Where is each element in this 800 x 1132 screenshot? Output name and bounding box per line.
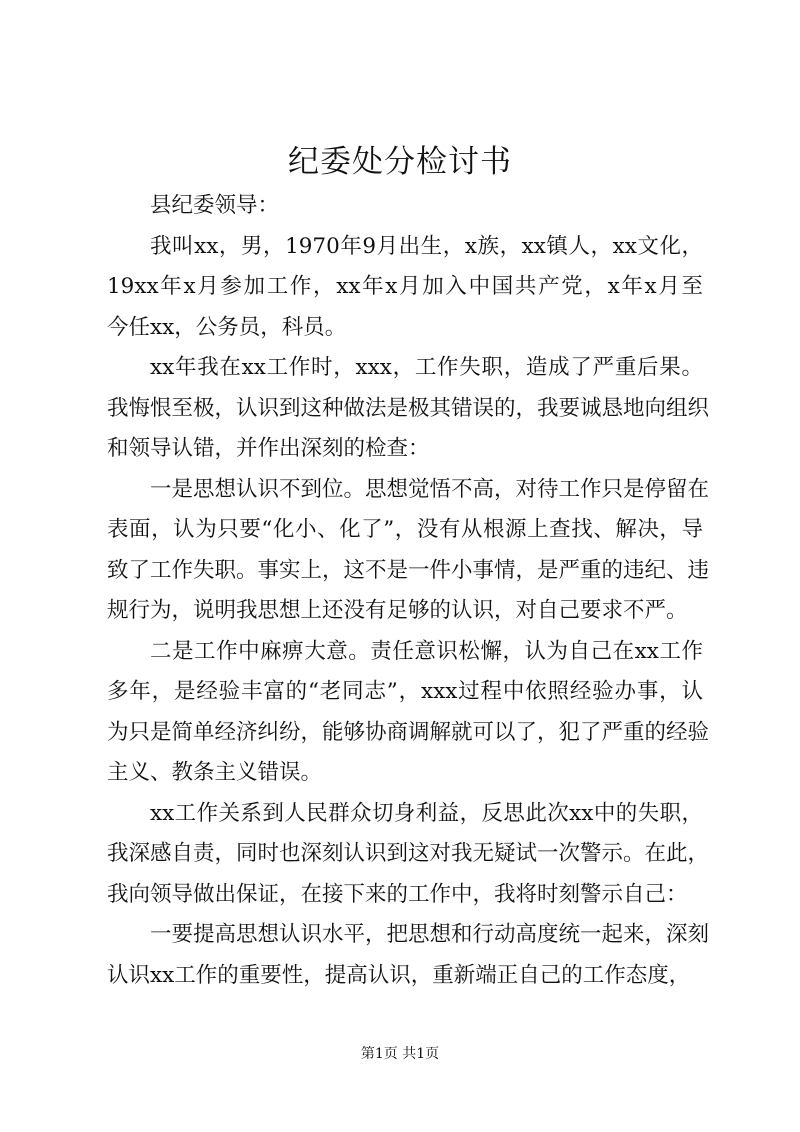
paragraph-line: 我深感自责，同时也深刻认识到这对我无疑试一次警示。在此， — [107, 841, 710, 866]
paragraph-line: 致了工作失职。事实上，这不是一件小事情，是严重的违纪、违 — [107, 557, 710, 583]
paragraph-line: xx工作关系到人民群众切身利益，反思此次xx中的失职， — [150, 800, 703, 826]
document-body — [107, 186, 710, 996]
paragraph-line: 19xx年x月参加工作，xx年x月加入中国共产党，x年x月至 — [107, 274, 703, 299]
paragraph-line: 表面，认为只要“化小、化了”，没有从根源上查找、解决，导 — [107, 517, 703, 542]
paragraph-line: 一是思想认识不到位。思想觉悟不高，对待工作只是停留在 — [150, 476, 710, 502]
paragraph-line: 我叫xx，男，1970年9月出生，x族，xx镇人，xx文化， — [150, 233, 703, 259]
paragraph-line: 认识xx工作的重要性，提高认识，重新端正自己的工作态度， — [107, 962, 691, 988]
paragraph-line: 和领导认错，并作出深刻的检查： — [107, 436, 430, 461]
paragraph-line: 规行为，说明我思想上还没有足够的认识，对自己要求不严。 — [107, 598, 688, 623]
page-number-footer: 第1页 共1页 — [360, 1046, 440, 1062]
paragraph-line: 今任xx，公务员，科员。 — [107, 314, 347, 340]
paragraph-line: xx年我在xx工作时，xxx，工作失职，造成了严重后果。 — [150, 355, 703, 380]
paragraph-line: 为只是简单经济纠纷，能够协商调解就可以了，犯了严重的经验 — [107, 719, 710, 745]
page-title: 纪委处分检讨书 — [288, 144, 512, 180]
salutation-line: 县纪委领导： — [150, 193, 280, 218]
paragraph-line: 一要提高思想认识水平，把思想和行动高度统一起来，深刻 — [150, 922, 710, 947]
paragraph-line: 主义、教条主义错误。 — [107, 760, 323, 785]
paragraph-line: 二是工作中麻痹大意。责任意识松懈，认为自己在xx工作 — [150, 638, 703, 664]
paragraph-line: 多年，是经验丰富的“老同志”，xxx过程中依照经验办事，认 — [107, 679, 703, 704]
paragraph-line: 我悔恨至极，认识到这种做法是极其错误的，我要诚恳地向组织 — [107, 395, 710, 421]
paragraph-line: 我向领导做出保证，在接下来的工作中，我将时刻警示自己： — [107, 881, 688, 907]
